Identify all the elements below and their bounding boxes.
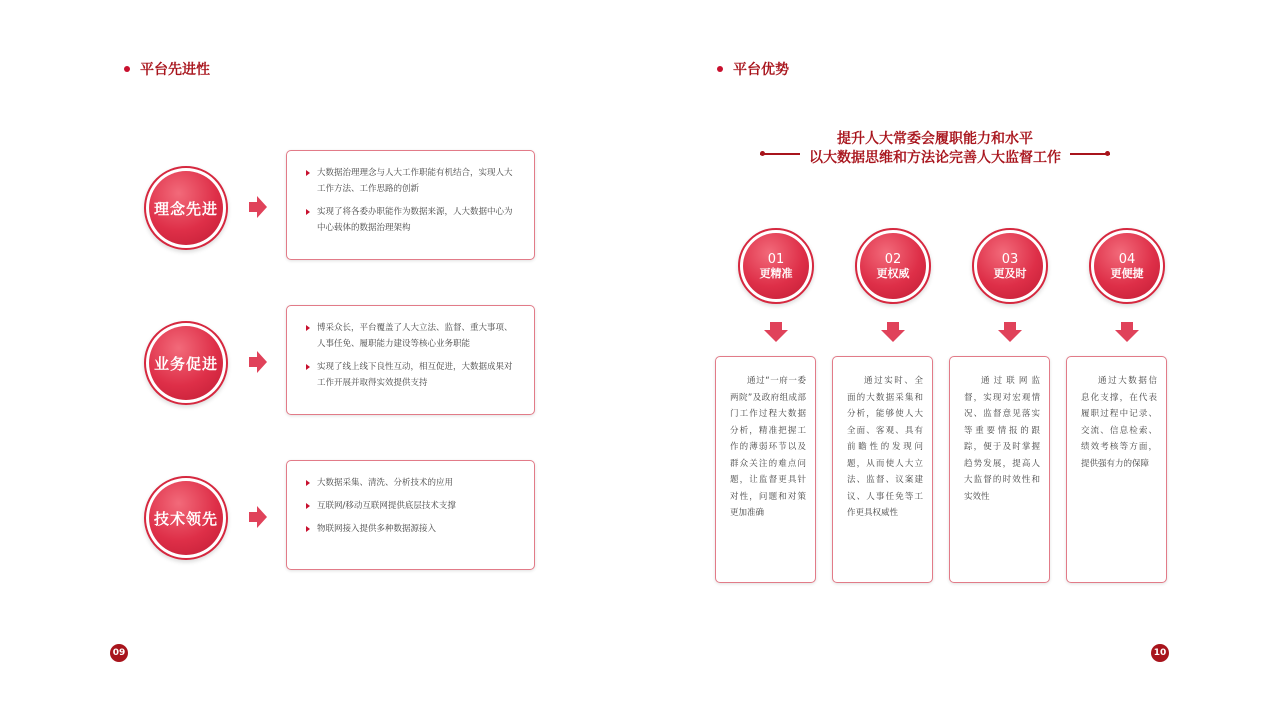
- advantage-column-2: [832, 228, 952, 588]
- advantage-circle-2: [855, 228, 931, 304]
- advantage-text-2: 通过实时、全面的大数据采集和分析，能够使人大全面、客观、具有前瞻性的发现问题，从而使人大立法、监督、议案建议、人事任免等工作更具权威性: [832, 356, 933, 583]
- left-section-title: 平台先进性: [140, 62, 210, 78]
- row-business: [0, 305, 640, 417]
- advantage-label-4: 更便捷: [1110, 266, 1144, 280]
- advantage-text-1: 通过“一府一委两院”及政府组成部门工作过程大数据分析，精准把握工作的薄弱环节以及群众关注的难点问题，让监督更具针对性，问题和对策更加准确: [715, 356, 816, 583]
- down-arrow-icon: [881, 322, 905, 342]
- bullet-dot-icon: [124, 66, 130, 72]
- technology-bullet-2: 互联网/移动互联网提供底层技术支撑: [305, 498, 518, 514]
- row-concept: [0, 150, 640, 262]
- headline: [760, 130, 1110, 168]
- advantage-number-3: 03: [1001, 251, 1019, 267]
- concept-circle-label: 理念先进: [149, 171, 223, 245]
- advantage-number-1: 01: [767, 251, 785, 267]
- row-technology: [0, 460, 640, 572]
- advantage-label-1: 更精准: [759, 266, 793, 280]
- right-section-title: 平台优势: [733, 62, 789, 78]
- business-circle-label: 业务促进: [149, 326, 223, 400]
- technology-bullet-1: 大数据采集、清洗、分析技术的应用: [305, 475, 518, 491]
- advantage-number-2: 02: [884, 251, 902, 267]
- down-arrow-icon: [1115, 322, 1139, 342]
- right-arrow-icon: [249, 506, 267, 528]
- technology-bullet-3: 物联网接入提供多种数据源接入: [305, 521, 518, 537]
- down-arrow-icon: [998, 322, 1022, 342]
- advantage-text-4: 通过大数据信息化支撑，在代表履职过程中记录、交流、信息检索、绩效考核等方面，提供强有力的保障: [1066, 356, 1167, 583]
- technology-card: [286, 460, 535, 570]
- business-card: [286, 305, 535, 415]
- business-bullet-1: 博采众长，平台覆盖了人大立法、监督、重大事项、人事任免、履职能力建设等核心业务职能: [305, 320, 518, 352]
- advantage-text-3: 通过联网监督，实现对宏观情况、监督意见落实等重要情报的跟踪，便于及时掌握趋势发展，提高人大监督的时效性和实效性: [949, 356, 1050, 583]
- concept-bullet-2: 实现了将各委办职能作为数据来源，人大数据中心为中心载体的数据治理架构: [305, 204, 518, 236]
- headline-right-rule: [1070, 153, 1110, 155]
- right-arrow-icon: [249, 196, 267, 218]
- advantage-circle-1: [738, 228, 814, 304]
- concept-bullet-1: 大数据治理理念与人大工作职能有机结合，实现人大工作方法、工作思路的创新: [305, 165, 518, 197]
- advantage-column-3: [949, 228, 1069, 588]
- concept-circle: [144, 166, 228, 250]
- advantage-column-1: [715, 228, 835, 588]
- left-section-heading: [124, 59, 210, 79]
- bullet-dot-icon: [717, 66, 723, 72]
- right-section-heading: [717, 59, 789, 79]
- headline-line-2: 以大数据思维和方法论完善人大监督工作: [809, 150, 1061, 166]
- concept-card: [286, 150, 535, 260]
- right-page-number: 10: [1151, 644, 1169, 662]
- advantage-column-4: [1066, 228, 1186, 588]
- advantage-label-3: 更及时: [993, 266, 1027, 280]
- technology-circle-label: 技术领先: [149, 481, 223, 555]
- advantage-number-4: 04: [1118, 251, 1136, 267]
- advantage-circle-4: [1089, 228, 1165, 304]
- business-bullet-2: 实现了线上线下良性互动，相互促进，大数据成果对工作开展并取得实效提供支持: [305, 359, 518, 391]
- right-arrow-icon: [249, 351, 267, 373]
- advantage-label-2: 更权威: [876, 266, 910, 280]
- left-page-number: 09: [110, 644, 128, 662]
- down-arrow-icon: [764, 322, 788, 342]
- business-circle: [144, 321, 228, 405]
- technology-circle: [144, 476, 228, 560]
- headline-left-rule: [760, 153, 800, 155]
- headline-line-1: 提升人大常委会履职能力和水平: [837, 131, 1033, 147]
- advantage-circle-3: [972, 228, 1048, 304]
